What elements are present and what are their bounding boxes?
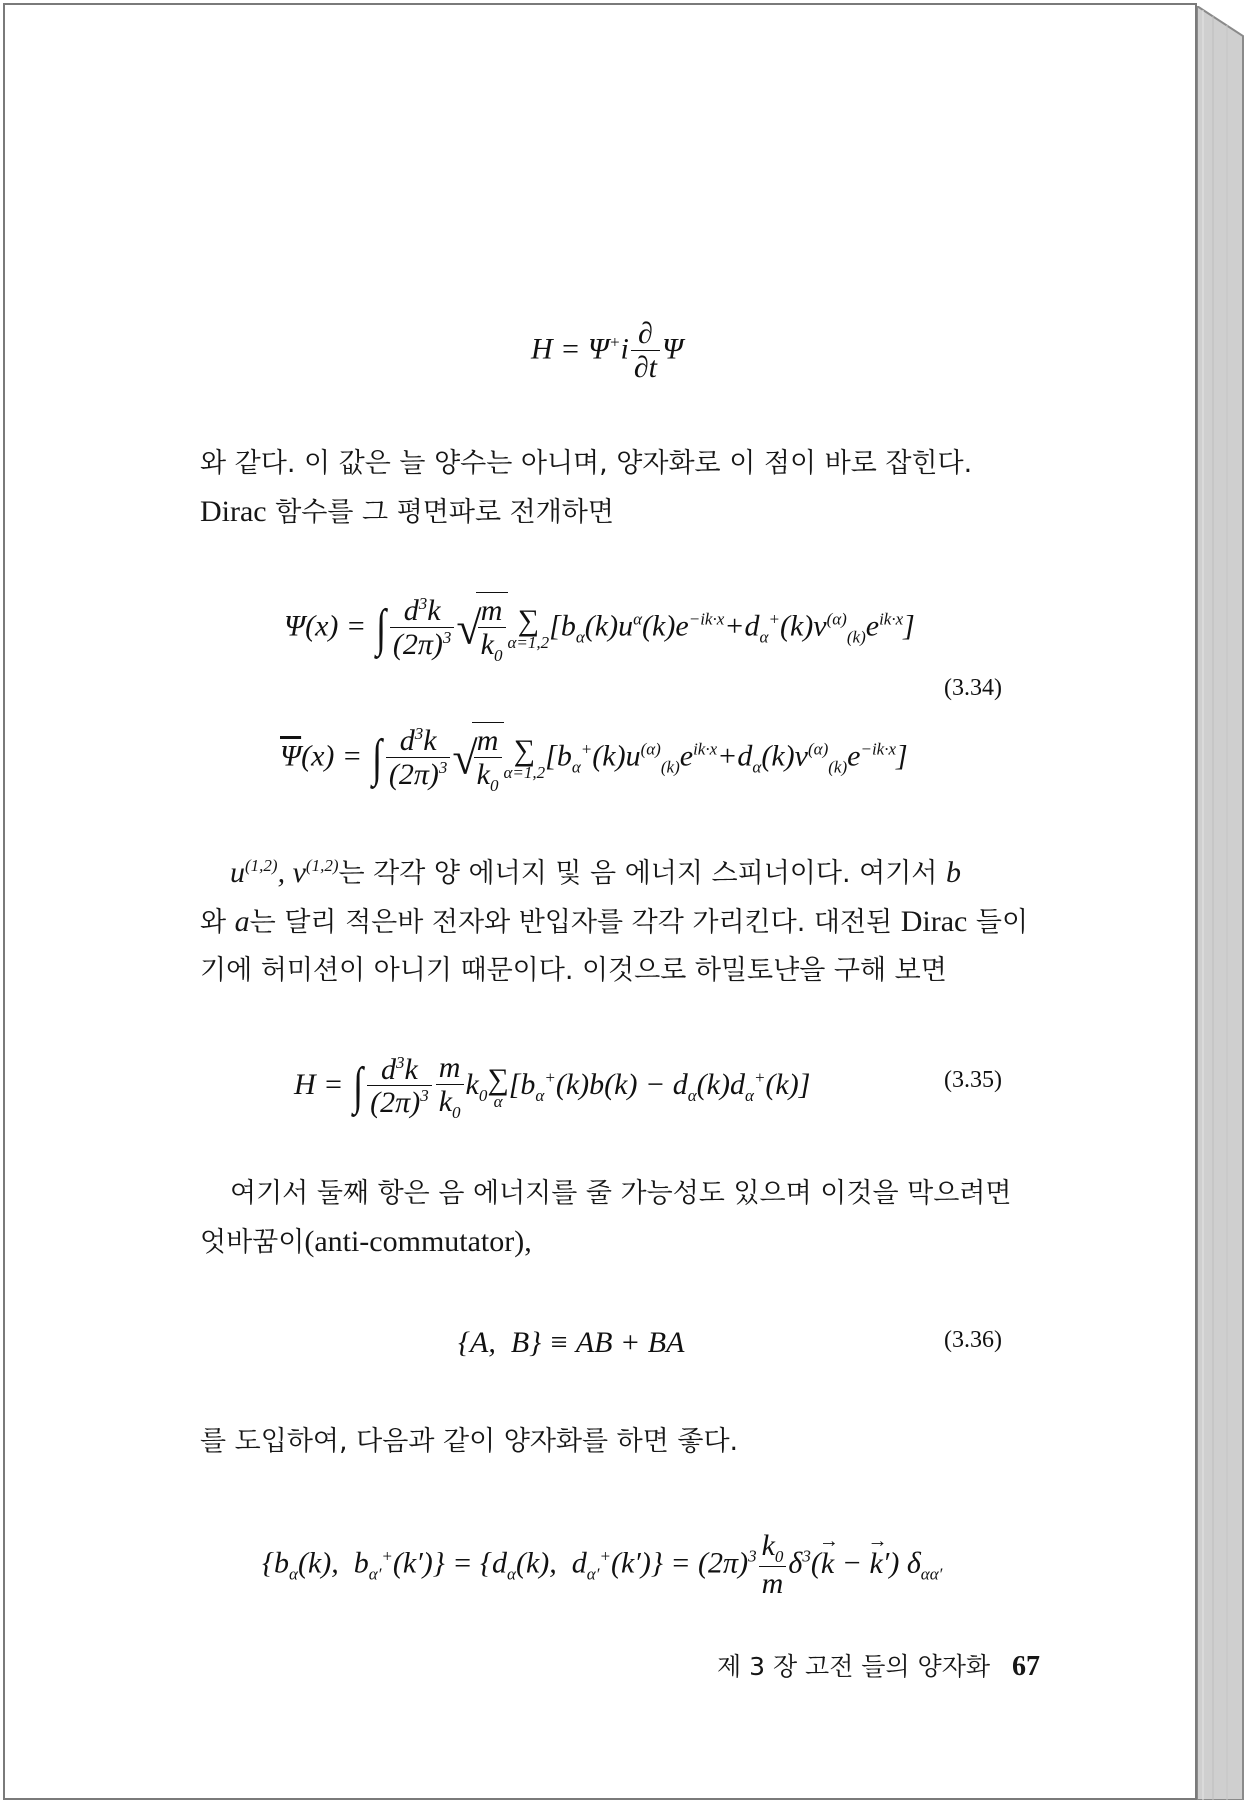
paragraph-2-text: 함수를 그 평면파로 전개하면 xyxy=(266,497,614,528)
paragraph-3-text-e: 는 달리 적은바 전자와 반입자를 각각 가리킨다. 대전된 xyxy=(249,907,901,938)
psi-expansion-equation: Ψ(x) = ∫ $\frac{d^3k}{(2\pi)^3}$ √ $\frac{m}{k_0}$ ∑ α=1,2 $[b_\alpha(k)u^\alpha(k)e^{-ik\cdot x}+d_\alpha^+(k)v^{(\alpha)}_{(k)}e^{ik\cdot x}]$ xyxy=(284,594,915,665)
paragraph-1-text: 와 같다. 이 값은 늘 양수는 아니며, 양자화로 이 점이 바로 잡힌다. xyxy=(200,448,973,479)
paragraph-3-text-c: 와 xyxy=(200,907,235,938)
paragraph-3-text-g: 들이기에 허미션이 아니기 때문이다. 이것으로 하밀토냔을 구해 보면 xyxy=(200,907,1029,986)
quantization-relation: {$b_\alpha(k)$, $b_{\alpha'}^+(k')\} = \{d_\alpha(k)$, $d_{\alpha'}^+(k')\} = (2\pi)^3$ $\frac{k_0}{m}$ $\delta^3(\to k$ − → k′) $\delta_{\alpha\alpha'}$ xyxy=(262,1530,942,1601)
running-head: 제 3 장 고전 들의 양자화 xyxy=(717,1652,990,1681)
anticommutator-definition: {A, B} ≡ AB + BA xyxy=(458,1326,685,1359)
page-stack-edge xyxy=(1197,6,1255,1800)
anti-commutator-term: (anti-commutator), xyxy=(304,1225,532,1258)
psi-bar-expansion-equation: $\overline{\Psi}(x)$ = ∫ $\frac{d^3k}{(2\pi)^3}$ √ $\frac{m}{k_0}$ ∑ α=1,2 $[b_\alpha^+(k)u^{(\alpha)}_{(k)}e^{ik\cdot x}+d_\alpha(k)v^{(\alpha)}_{(k)}e^{-ik\cdot x}]$ xyxy=(280,724,908,795)
equation-number-3-36: (3.36) xyxy=(944,1327,1002,1353)
dirac-word: Dirac xyxy=(200,495,267,528)
paragraph-5-text: 를 도입하여, 다음과 같이 양자화를 하면 좋다. xyxy=(200,1426,739,1457)
paragraph-5 xyxy=(200,1418,1040,1466)
paragraph-4-text: 여기서 둘째 항은 음 에너지를 줄 가능성도 있으며 이것을 막으려면 엇바꿈이 xyxy=(200,1178,1012,1258)
hamiltonian-equation: H = Ψ+i $\frac{\partial}{\partial t}$ Ψ xyxy=(531,317,684,384)
paragraph-1 xyxy=(200,440,1040,537)
equation-number-3-34: (3.34) xyxy=(944,675,1002,701)
symbol-a: a xyxy=(234,905,250,938)
u-spinor-symbol: $u^{(1,2)}$, $v^{(1,2)}$ xyxy=(230,856,339,889)
page-number: 67 xyxy=(1012,1651,1040,1682)
symbol-b: b xyxy=(945,856,961,889)
paragraph-3 xyxy=(200,842,1040,995)
page-footer xyxy=(700,1647,1040,1683)
paragraph-4 xyxy=(200,1170,1040,1267)
hamiltonian-mode-equation: H = ∫ $\frac{d^3k}{(2\pi)^3}$ $\frac{m}{k_0}$ $k_0$ ∑ α $[b_\alpha^+(k)b(k) - d_\alpha(k)d_\alpha^+(k)]$ xyxy=(294,1051,811,1122)
dirac-word-2: Dirac xyxy=(900,905,968,938)
equation-number-3-35: (3.35) xyxy=(944,1067,1002,1093)
paragraph-3-text-a: 는 각각 양 에너지 및 음 에너지 스피너이다. 여기서 xyxy=(338,858,946,889)
